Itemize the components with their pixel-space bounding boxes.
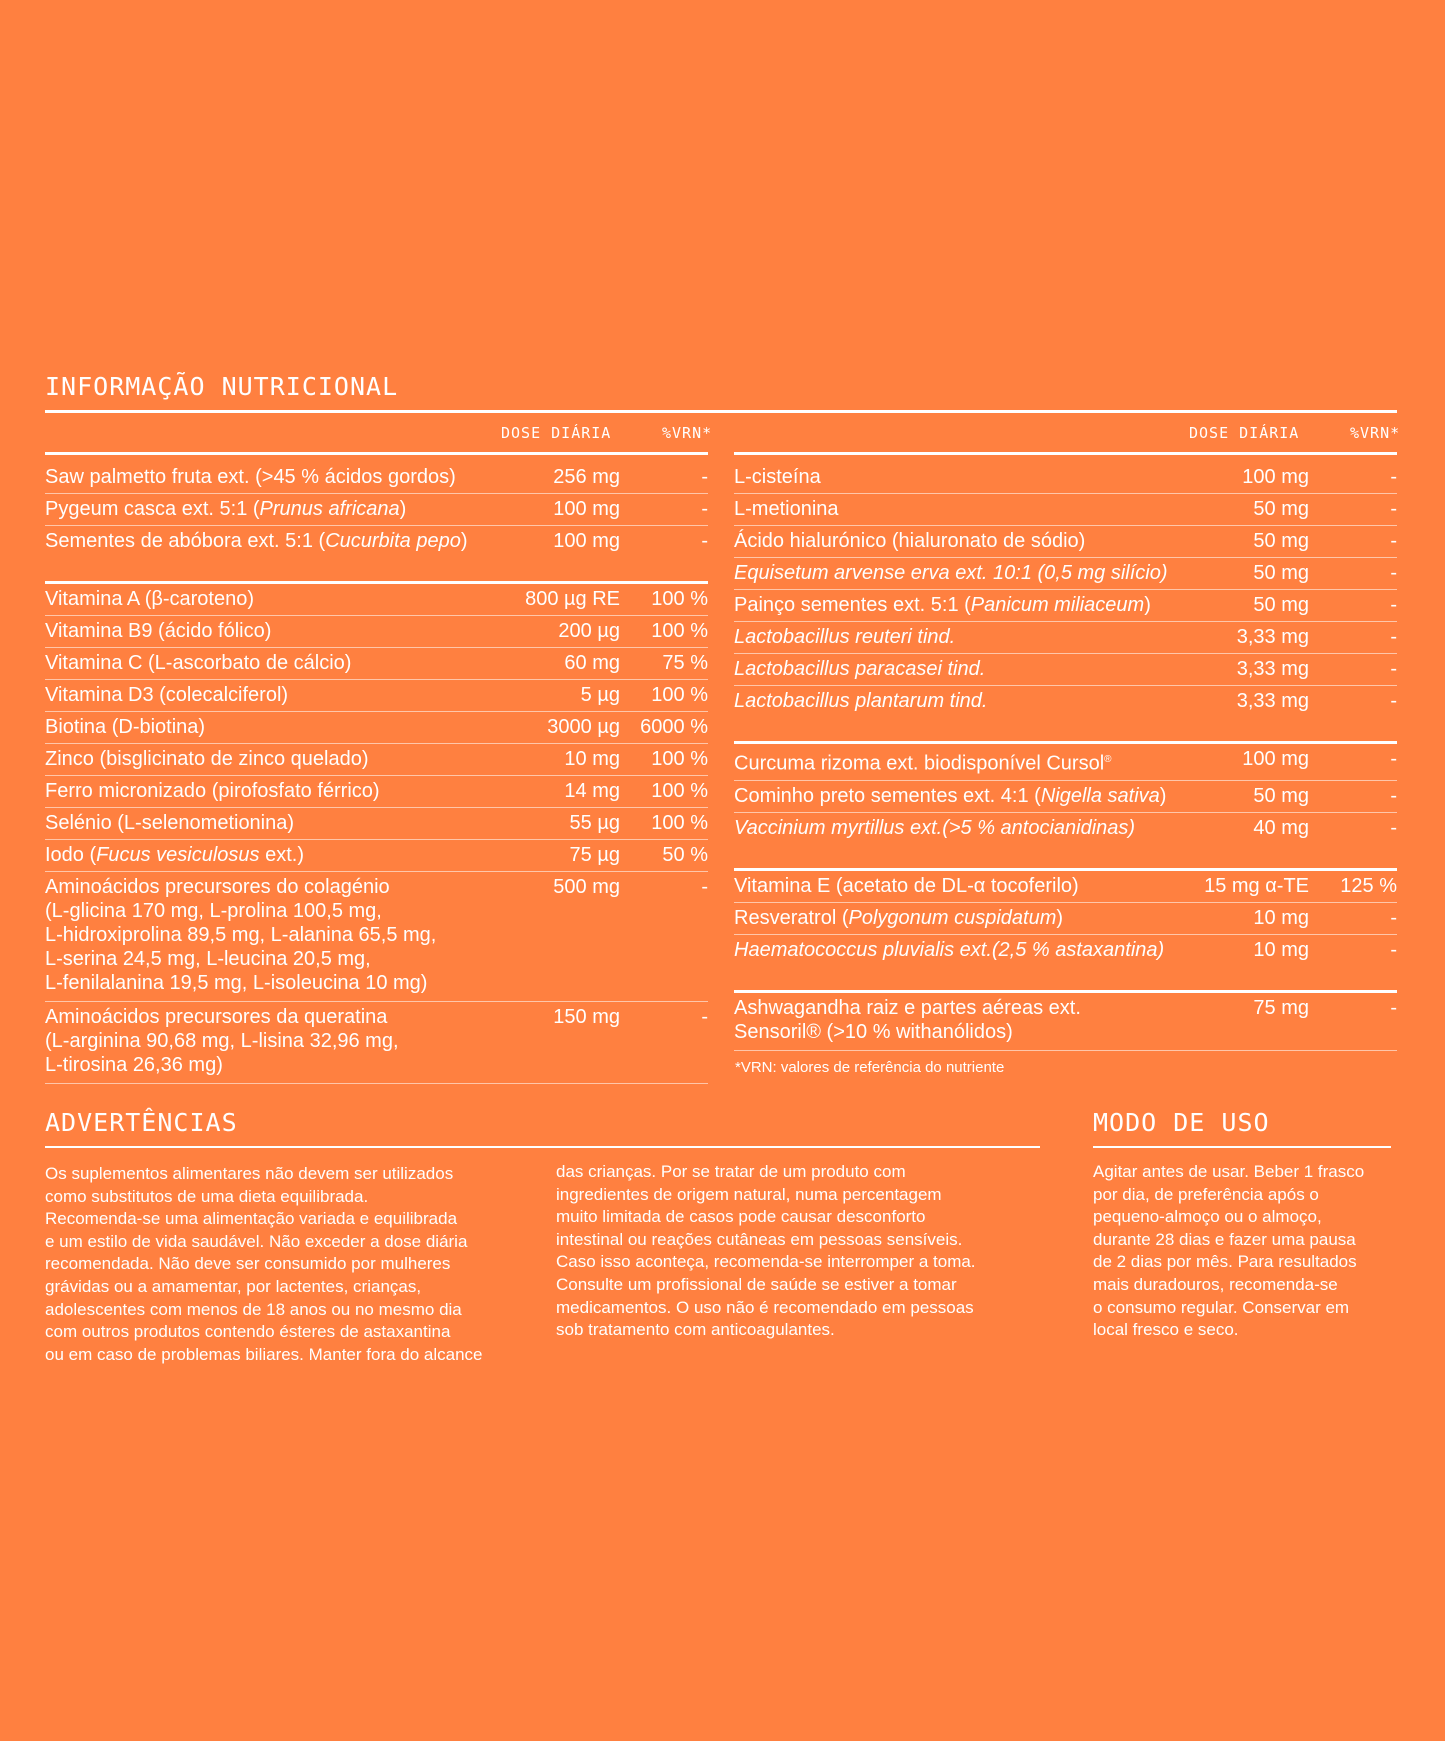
nutrient-name-text: Iodo (: [45, 844, 97, 866]
nutrient-name-latin: Vaccinium myrtillus ext.(>5 % antocianidinas): [734, 816, 1136, 839]
nutrient-name-line: L-tirosina 26,36 mg): [45, 1054, 223, 1076]
nutrient-name-latin: Haematococcus pluvialis ext.(2,5 % astaxantina): [734, 938, 1165, 961]
nutrient-name-text: Sementes de abóbora ext. 5:1 (: [45, 530, 326, 552]
text-line: pequeno-almoço ou o almoço,: [1093, 1207, 1322, 1227]
nutrient-name: [734, 558, 1189, 590]
nutrient-name: [734, 991, 1189, 1050]
nutrient-row: [45, 808, 708, 840]
nutrition-table-left: [45, 462, 708, 1084]
nutrient-vrn: -: [1309, 590, 1397, 622]
nutrient-name-latin: Prunus africana: [259, 498, 400, 520]
nutrient-vrn: 100 %: [620, 680, 708, 712]
nutrient-name-text: Vitamina A (β-caroteno): [45, 588, 255, 610]
col-dose-right: DOSE DIÁRIA: [1189, 424, 1300, 442]
nutrient-dose: 10 mg: [1189, 902, 1309, 934]
nutrient-name-latin: Fucus vesiculosus: [96, 844, 260, 866]
col-vrn-right: %VRN*: [1350, 424, 1401, 442]
nutrient-name: [734, 934, 1189, 966]
nutrient-name-line: (L-arginina 90,68 mg, L-lisina 32,96 mg,: [45, 1030, 399, 1052]
nutrient-name-latin: Lactobacillus plantarum tind.: [734, 690, 988, 712]
nutrient-name-text: ): [1056, 906, 1064, 929]
warnings-title: ADVERTÊNCIAS: [45, 1108, 238, 1137]
nutrient-vrn: -: [1390, 938, 1397, 961]
nutrient-vrn: 50 %: [620, 840, 708, 872]
nutrient-name: [734, 902, 1189, 934]
nutrient-dose: 100 mg: [500, 494, 620, 526]
nutrient-vrn: -: [1309, 526, 1397, 558]
text-line: Consulte um profissional de saúde se estiver a tomar: [556, 1274, 957, 1294]
nutrient-name-text: Resveratrol (: [734, 906, 849, 929]
nutrient-name-text: Vitamina E (acetato de DL-α tocoferilo): [734, 874, 1079, 897]
nutrient-vrn: 125 %: [1309, 869, 1397, 902]
nutrient-dose: 10 mg: [1253, 938, 1309, 961]
nutrient-dose: 100 mg: [1189, 462, 1309, 494]
nutrient-dose: 800 µg RE: [500, 583, 620, 616]
nutrient-name-latin: Polygonum cuspidatum: [848, 906, 1057, 929]
nutrient-row: [734, 812, 1397, 844]
nutrient-name-latin: Lactobacillus paracasei tind.: [734, 658, 986, 680]
nutrient-name-line: Ashwagandha raiz e partes aéreas ext.: [734, 996, 1081, 1019]
nutrient-dose: 100 mg: [553, 530, 620, 552]
nutrient-row: [45, 744, 708, 776]
nutrient-vrn: -: [1309, 654, 1397, 686]
nutrient-name-text: ): [1159, 784, 1167, 807]
nutrient-dose: 3,33 mg: [1189, 622, 1309, 654]
nutrient-dose: 10 mg: [500, 744, 620, 776]
nutrient-row: [734, 558, 1397, 590]
nutrient-name-text: ): [460, 530, 468, 552]
text-line: por dia, de preferência após o: [1093, 1184, 1319, 1204]
nutrient-vrn: -: [1309, 558, 1397, 590]
text-line: e um estilo de vida saudável. Não exceder a dose diária: [45, 1231, 468, 1251]
nutrient-name: [45, 526, 500, 558]
nutrient-vrn: -: [620, 1002, 708, 1084]
nutrient-name-latin: Equisetum arvense erva ext. 10:1 (0,5 mg silício): [734, 562, 1168, 584]
text-line: sob tratamento com anticoagulantes.: [556, 1320, 835, 1340]
nutrient-row: [45, 1002, 708, 1084]
nutrient-vrn: -: [1309, 622, 1397, 654]
warnings-text-col2: [556, 1161, 976, 1342]
text-line: medicamentos. O uso não é recomendado em pessoas: [556, 1297, 974, 1317]
nutrient-dose: 50 mg: [1189, 526, 1309, 558]
nutrient-vrn: 75 %: [620, 648, 708, 680]
nutrient-name: [734, 654, 1189, 686]
nutrient-name-line: Sensoril® (>10 % withanólidos): [734, 1020, 1013, 1043]
nutrient-name: [45, 712, 500, 744]
text-line: ou em caso de problemas biliares. Manter fora do alcance: [45, 1344, 483, 1364]
nutrient-row: [45, 840, 708, 872]
nutrient-name: [45, 744, 500, 776]
nutrient-name: [45, 648, 500, 680]
nutrient-name: [734, 780, 1189, 812]
nutrient-vrn: -: [1390, 690, 1397, 712]
nutrient-row: [734, 934, 1397, 966]
nutrient-vrn: 6000 %: [620, 712, 708, 744]
nutrient-dose: 5 µg: [500, 680, 620, 712]
nutrient-name: [45, 494, 500, 526]
nutrient-name-line: L-fenilalanina 19,5 mg, L-isoleucina 10 mg): [45, 972, 428, 994]
nutrient-row: [734, 590, 1397, 622]
text-line: ingredientes de origem natural, numa percentagem: [556, 1184, 942, 1204]
nutrient-name-text: Vitamina D3 (colecalciferol): [45, 684, 289, 706]
nutrient-dose: 75 µg: [500, 840, 620, 872]
nutrient-dose: 100 mg: [1189, 743, 1309, 781]
text-line: das crianças. Por se tratar de um produto com: [556, 1162, 906, 1181]
nutrient-row: [734, 869, 1397, 902]
nutrient-dose: 256 mg: [500, 462, 620, 494]
warnings-text-col1: [45, 1163, 483, 1366]
nutrient-vrn: -: [1309, 991, 1397, 1050]
nutrient-row: [45, 712, 708, 744]
nutrient-dose: 50 mg: [1189, 558, 1309, 590]
nutrient-vrn: -: [1309, 462, 1397, 494]
nutrient-name-text: Saw palmetto fruta ext. (>45 % ácidos gordos): [45, 466, 456, 488]
nutrient-name-text: L-metionina: [734, 498, 839, 520]
nutrient-vrn: -: [620, 494, 708, 526]
text-line: Os suplementos alimentares não devem ser utilizados: [45, 1164, 454, 1183]
vrn-footnote: *VRN: valores de referência do nutriente: [735, 1059, 1005, 1076]
text-line: muito limitada de casos pode causar desconforto: [556, 1207, 926, 1227]
text-line: mais duradouros, recomenda-se: [1093, 1274, 1338, 1294]
nutrient-row: [734, 526, 1397, 558]
text-line: local fresco e seco.: [1093, 1320, 1239, 1340]
usage-title: MODO DE USO: [1093, 1108, 1270, 1137]
nutrient-row: [45, 616, 708, 648]
nutrient-dose: 50 mg: [1189, 494, 1309, 526]
title-rule: [45, 410, 1397, 413]
nutrient-vrn: 100 %: [620, 583, 708, 616]
nutrient-dose: 40 mg: [1253, 816, 1309, 839]
nutrient-name-text: ): [399, 498, 407, 520]
nutrient-name: [734, 869, 1189, 902]
nutrient-row: [734, 686, 1397, 718]
nutrient-row: [45, 526, 708, 558]
nutrient-name: [734, 743, 1189, 781]
nutrient-dose: 200 µg: [500, 616, 620, 648]
nutrient-name: [45, 462, 500, 494]
nutrient-name: [734, 590, 1189, 622]
col-dose-left: DOSE DIÁRIA: [501, 424, 612, 442]
text-line: adolescentes com menos de 18 anos ou no mesmo dia: [45, 1299, 462, 1319]
nutrient-dose: 75 mg: [1189, 991, 1309, 1050]
nutrient-vrn: 100 %: [620, 808, 708, 840]
nutrient-vrn: -: [1390, 816, 1397, 839]
nutrient-name-text: Ferro micronizado (pirofosfato férrico): [45, 780, 380, 802]
text-line: durante 28 dias e fazer uma pausa: [1093, 1229, 1356, 1249]
nutrient-name-text: Cominho preto sementes ext. 4:1 (: [734, 784, 1041, 807]
nutrient-dose: 3,33 mg: [1189, 654, 1309, 686]
nutrient-name-latin: Lactobacillus reuteri tind.: [734, 626, 956, 648]
nutrient-name-latin: Panicum miliaceum: [970, 594, 1145, 616]
nutrient-name: [45, 808, 500, 840]
nutrient-row: [734, 462, 1397, 494]
nutrient-row: [734, 780, 1397, 812]
nutrient-dose: 60 mg: [500, 648, 620, 680]
nutrient-name: [734, 462, 1189, 494]
nutrient-row: [45, 583, 708, 616]
nutrient-name-text: Pygeum casca ext. 5:1 (: [45, 498, 260, 520]
nutrient-name: [734, 494, 1189, 526]
nutrient-dose: 3,33 mg: [1236, 690, 1309, 712]
nutrient-name: [734, 526, 1189, 558]
nutrient-vrn: 100 %: [620, 776, 708, 808]
nutrient-name-latin: Cucurbita pepo: [325, 530, 461, 552]
nutrient-vrn: -: [620, 872, 708, 1002]
nutrient-name-line: (L-glicina 170 mg, L-prolina 100,5 mg,: [45, 900, 382, 922]
nutrient-row: [734, 494, 1397, 526]
warnings-rule: [45, 1146, 1040, 1148]
nutrition-title: INFORMAÇÃO NUTRICIONAL: [45, 372, 399, 401]
nutrient-name-text: ext.): [259, 844, 305, 866]
text-line: Recomenda-se uma alimentação variada e equilibrada: [45, 1209, 458, 1229]
nutrient-name-text: Vitamina C (L-ascorbato de cálcio): [45, 652, 352, 674]
nutrient-name-line: L-serina 24,5 mg, L-leucina 20,5 mg,: [45, 948, 371, 970]
text-line: grávidas ou a amamentar, por lactentes, crianças,: [45, 1276, 422, 1296]
nutrient-dose: 500 mg: [500, 872, 620, 1002]
nutrient-row: [734, 622, 1397, 654]
text-line: com outros produtos contendo ésteres de astaxantina: [45, 1322, 451, 1342]
nutrient-row: [45, 494, 708, 526]
group-divider: [45, 557, 708, 583]
nutrient-row: [734, 743, 1397, 781]
nutrient-name: [734, 622, 1189, 654]
text-line: intestinal ou reações cutâneas em pessoas sensíveis.: [556, 1229, 963, 1249]
text-line: como substitutos de uma dieta equilibrada.: [45, 1186, 369, 1206]
nutrient-row: [45, 776, 708, 808]
nutrient-name: [45, 1002, 500, 1084]
nutrient-name-text: Curcuma rizoma ext. biodisponível Cursol: [734, 752, 1105, 775]
nutrient-dose: 55 µg: [500, 808, 620, 840]
group-divider: [734, 844, 1397, 870]
nutrient-name-text: ): [1144, 594, 1151, 616]
text-line: Caso isso aconteça, recomenda-se interromper a toma.: [556, 1252, 976, 1272]
nutrient-dose: 15 mg α-TE: [1189, 869, 1309, 902]
nutrient-name-line: Aminoácidos precursores da queratina: [45, 1006, 388, 1028]
nutrient-dose: 50 mg: [1189, 590, 1309, 622]
nutrient-row: [734, 654, 1397, 686]
text-line: o consumo regular. Conservar em: [1093, 1297, 1350, 1317]
nutrient-dose: 50 mg: [1189, 780, 1309, 812]
nutrient-name: [45, 776, 500, 808]
nutrient-row: [45, 462, 708, 494]
nutrient-name: [45, 872, 500, 1002]
nutrient-name-latin: Nigella sativa: [1040, 784, 1160, 807]
text-line: de 2 dias por mês. Para resultados: [1093, 1252, 1357, 1272]
nutrient-vrn: 100 %: [620, 616, 708, 648]
registered-mark: ®: [1104, 754, 1112, 765]
usage-text: [1093, 1161, 1364, 1342]
nutrient-row: [45, 872, 708, 1002]
group-divider: [734, 966, 1397, 992]
nutrient-name: [734, 686, 1189, 718]
nutrient-name-text: Biotina (D-biotina): [45, 716, 206, 738]
nutrient-row: [734, 902, 1397, 934]
nutrient-name: [734, 812, 1189, 844]
nutrient-vrn: -: [1309, 743, 1397, 781]
text-line: recomendada. Não deve ser consumido por mulheres: [45, 1254, 451, 1274]
nutrient-name-line: L-hidroxiprolina 89,5 mg, L-alanina 65,5 mg,: [45, 924, 437, 946]
usage-rule: [1093, 1146, 1391, 1148]
group-divider: [734, 717, 1397, 743]
nutrient-vrn: -: [620, 462, 708, 494]
text-line: Agitar antes de usar. Beber 1 frasco: [1093, 1162, 1365, 1181]
nutrient-vrn: -: [1309, 780, 1397, 812]
nutrient-dose: 14 mg: [500, 776, 620, 808]
right-header-rule: [734, 452, 1397, 455]
nutrient-name-text: Zinco (bisglicinato de zinco quelado): [45, 748, 369, 770]
nutrient-name-text: L-cisteína: [734, 466, 821, 488]
nutrition-table-right: [734, 462, 1397, 1051]
nutrient-name: [45, 616, 500, 648]
nutrient-name: [45, 583, 500, 616]
nutrient-row: [45, 648, 708, 680]
nutrient-row: [45, 680, 708, 712]
nutrient-name-text: Ácido hialurónico (hialuronato de sódio): [734, 530, 1086, 552]
nutrient-vrn: -: [701, 530, 708, 552]
nutrient-dose: 150 mg: [500, 1002, 620, 1084]
nutrient-row: [734, 991, 1397, 1050]
nutrient-name: [45, 680, 500, 712]
nutrient-name-text: Painço sementes ext. 5:1 (: [734, 594, 971, 616]
nutrient-name: [45, 840, 500, 872]
nutrient-vrn: -: [1309, 494, 1397, 526]
col-vrn-left: %VRN*: [662, 424, 713, 442]
nutrient-dose: 3000 µg: [500, 712, 620, 744]
nutrient-name-text: Vitamina B9 (ácido fólico): [45, 620, 272, 642]
left-header-rule: [45, 452, 708, 455]
nutrient-vrn: 100 %: [620, 744, 708, 776]
nutrient-vrn: -: [1309, 902, 1397, 934]
nutrient-name-text: Selénio (L-selenometionina): [45, 812, 295, 834]
nutrient-name-line: Aminoácidos precursores do colagénio: [45, 876, 390, 898]
